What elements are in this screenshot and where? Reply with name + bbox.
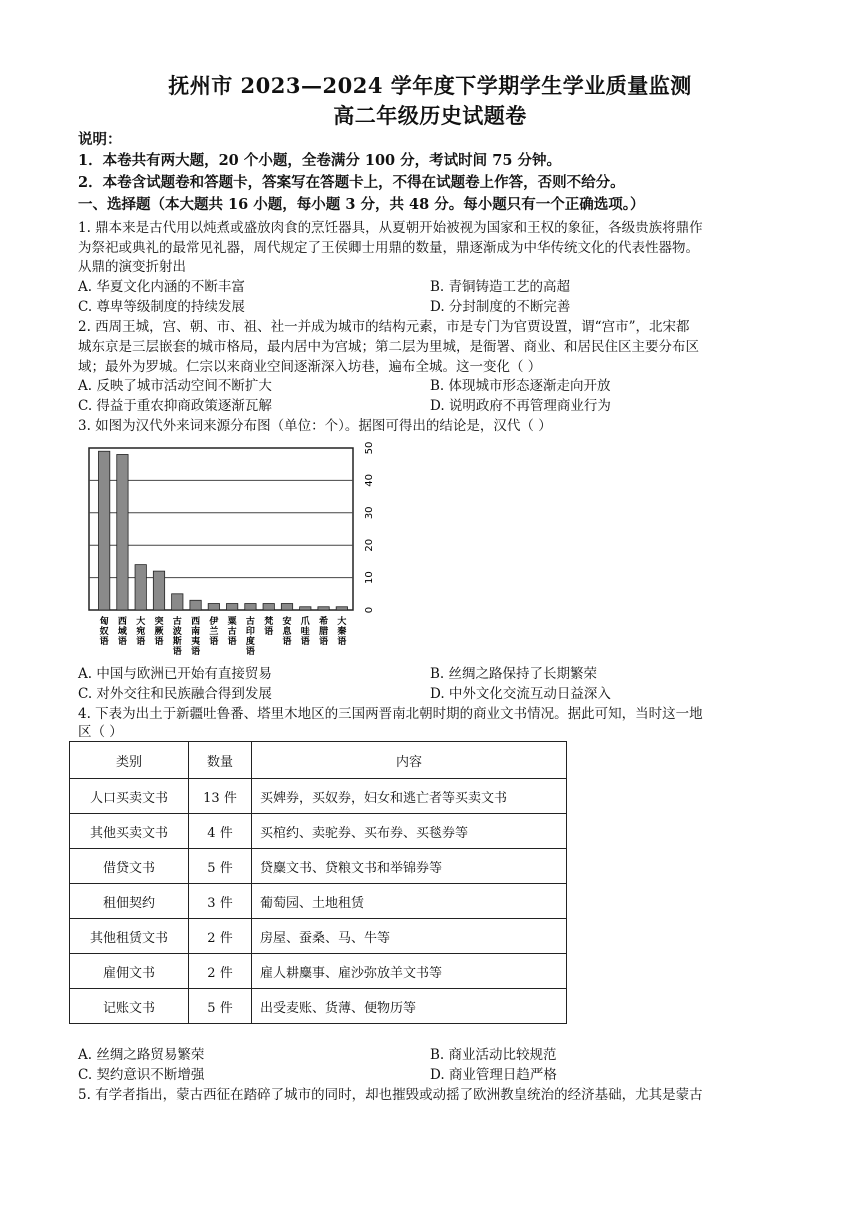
table-cell: 记账文书 [70,989,189,1024]
y-tick-label: 0 [364,606,375,614]
chart-bar [98,451,109,610]
table-cell: 房屋、蚕桑、马、牛等 [252,919,567,954]
table-header-quantity: 数量 [189,742,252,779]
exam-subtitle: 高二年级历史试题卷 [333,103,527,128]
option-a: A. 反映了城市活动空间不断扩大 [78,378,272,394]
question-text: 从鼎的演变折射出 [78,259,186,275]
option-d: D. 中外文化交流互动日益深入 [430,686,611,702]
y-tick-label: 30 [364,506,375,520]
y-tick-label: 50 [364,441,375,455]
option-c: C. 对外交往和民族融合得到发展 [78,686,272,702]
chart-grid [89,448,353,610]
table-cell: 买婢券，买奴券，妇女和逃亡者等买卖文书 [252,779,567,814]
table-cell: 买棺约、卖驼券、买布券、买毯券等 [252,814,567,849]
chart-bar [153,571,164,610]
y-tick-label: 20 [364,538,375,552]
x-tick-labels [99,615,347,657]
chart-bar [190,600,201,610]
table-cell: 雇佣文书 [70,954,189,989]
table-cell: 5 件 [189,989,252,1024]
option-a: A. 中国与欧洲已开始有直接贸易 [78,666,272,682]
loanword-bar-chart [85,438,385,660]
table-cell: 借贷文书 [70,849,189,884]
chart-bar [245,604,256,610]
table-cell: 租佃契约 [70,884,189,919]
x-tick-label: 大秦语 [337,617,347,647]
table-cell: 其他买卖文书 [70,814,189,849]
chart-bar [208,604,219,610]
chart-bar [336,607,347,610]
table-cell: 2 件 [189,919,252,954]
plot-frame [89,448,353,610]
table-row [70,779,567,814]
question-text: 城东京是三层嵌套的城市格局，最内居中为宫城；第二层为里城，是衙署、商业、和居民住区主要分布区 [78,339,699,355]
question-text: 3. 如图为汉代外来词来源分布图（单位：个）。据图可得出的结论是，汉代（ ） [78,418,552,434]
table-row [70,954,567,989]
note-item: 1．本卷共有两大题，20 个小题，全卷满分 100 分，考试时间 75 分钟。 [78,152,561,169]
option-b: B. 体现城市形态逐渐走向开放 [430,378,611,394]
option-a: A. 丝绸之路贸易繁荣 [78,1047,205,1063]
chart-bar [226,604,237,610]
table-row [70,814,567,849]
x-tick-label: 古印度语 [245,617,255,657]
table-header-category: 类别 [70,742,189,779]
table-cell: 5 件 [189,849,252,884]
chart-bar [117,454,128,610]
x-tick-label: 粟古语 [227,617,237,647]
chart-bar [300,607,311,610]
question-text: 5. 有学者指出，蒙古西征在踏碎了城市的同时，却也摧毁或动摇了欧洲教皇统治的经济基础，尤其是蒙古 [78,1087,703,1103]
table-row [70,884,567,919]
table-row [70,919,567,954]
table-cell: 13 件 [189,779,252,814]
question-text: 域；最外为罗城。仁宗以来商业空间逐渐深入坊巷，遍布全城。这一变化（ ） [78,359,542,375]
table-cell: 其他租赁文书 [70,919,189,954]
y-tick-label: 40 [364,474,375,487]
table-cell: 3 件 [189,884,252,919]
table-cell: 雇人耕麋事、雇沙弥放羊文书等 [252,954,567,989]
option-c: C. 尊卑等级制度的持续发展 [78,299,245,315]
table-header-content: 内容 [252,742,567,779]
table-cell: 贷麋文书、贷粮文书和举锦券等 [252,849,567,884]
notes-label: 说明： [78,131,122,148]
option-b: B. 丝绸之路保持了长期繁荣 [430,666,598,682]
chart-bar [281,604,292,610]
chart-bar [135,565,146,610]
x-tick-label: 希腊语 [319,617,329,647]
x-tick-label: 匈奴语 [99,617,109,647]
option-b: B. 商业活动比较规范 [430,1047,557,1063]
x-tick-label: 安息语 [282,617,292,647]
x-tick-label: 爪哇语 [300,617,310,647]
question-text: 4. 下表为出土于新疆吐鲁番、塔里木地区的三国两晋南北朝时期的商业文书情况。据此可知，当时这一地 [78,706,703,722]
option-b: B. 青铜铸造工艺的高超 [430,279,571,295]
table-row [70,849,567,884]
x-tick-label: 伊兰语 [209,617,219,647]
question-text: 为祭祀或典礼的最常见礼器，周代规定了王侯卿士用鼎的数量，鼎逐渐成为中华传统文化的代表性器物。 [78,240,699,256]
table-cell: 人口买卖文书 [70,779,189,814]
x-tick-label: 西域语 [117,617,127,647]
y-tick-label: 10 [364,571,375,584]
table-row [70,989,567,1024]
table-cell: 4 件 [189,814,252,849]
exam-title: 抚州市 2023—2024 学年度下学期学生学业质量监测 [168,73,692,98]
option-a: A. 华夏文化内涵的不断丰富 [78,279,245,295]
y-tick-labels [364,442,375,614]
table-cell: 2 件 [189,954,252,989]
question-text: 区（ ） [78,724,123,740]
option-d: D. 分封制度的不断完善 [430,299,571,315]
chart-bar [263,604,274,610]
option-d: D. 说明政府不再管理商业行为 [430,398,611,414]
x-tick-label: 梵语 [264,617,274,637]
option-c: C. 契约意识不断增强 [78,1067,205,1083]
question-text: 2. 西周王城，宫、朝、市、祖、社一并成为城市的结构元素，市是专门为官贾设置，谓“宫市”，北宋都 [78,319,690,335]
commercial-documents-table [69,741,567,1024]
option-c: C. 得益于重农抑商政策逐渐瓦解 [78,398,272,414]
x-tick-label: 西南夷语 [191,617,201,657]
chart-bars [98,451,347,610]
chart-bar [318,607,329,610]
table-header-row [70,742,567,779]
option-d: D. 商业管理日趋严格 [430,1067,557,1083]
question-text: 1. 鼎本来是古代用以炖煮或盛放肉食的烹饪器具，从夏朝开始被视为国家和王权的象征，各级贵族将鼎作 [78,220,703,236]
section-heading: 一、选择题（本大题共 16 小题，每小题 3 分，共 48 分。每小题只有一个正确选项。） [78,196,645,213]
x-tick-label: 古波斯语 [172,617,182,657]
table-cell: 葡萄园、土地租赁 [252,884,567,919]
x-tick-label: 突厥语 [154,617,164,647]
x-tick-label: 大宛语 [136,617,146,647]
chart-bar [172,594,183,610]
table-cell: 出受麦账、货薄、便物历等 [252,989,567,1024]
note-item: 2．本卷含试题卷和答题卡，答案写在答题卡上，不得在试题卷上作答，否则不给分。 [78,174,625,191]
